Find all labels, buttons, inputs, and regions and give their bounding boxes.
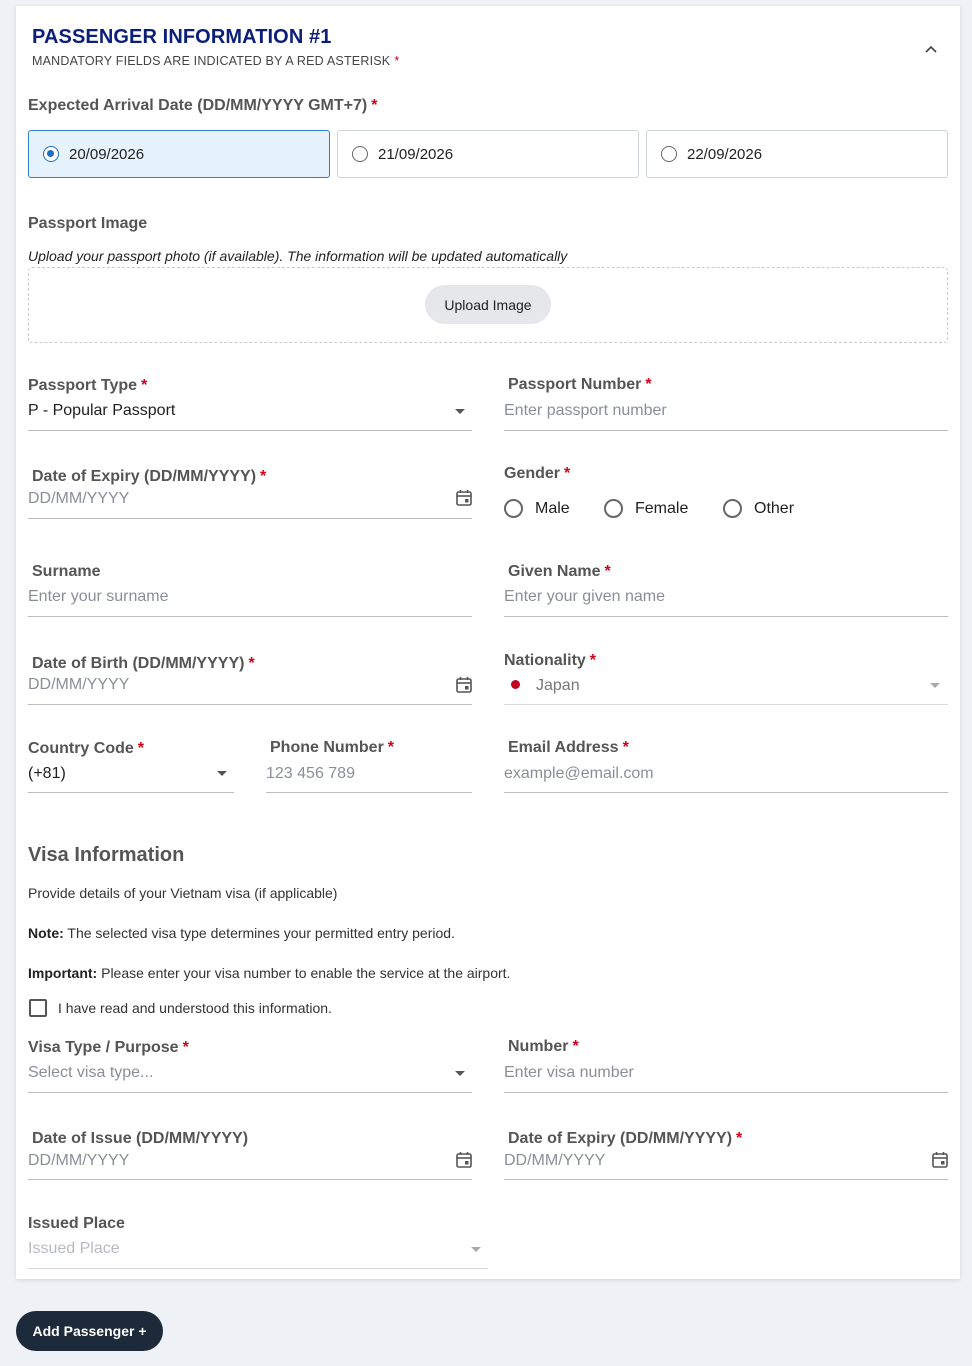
nationality-select[interactable]: Japan (536, 677, 580, 694)
upload-image-button[interactable]: Upload Image (425, 285, 551, 324)
given-name-input[interactable]: Enter your given name (504, 588, 665, 605)
passport-image-label: Passport Image (28, 215, 148, 232)
issued-place-label: Issued Place (28, 1215, 125, 1232)
caret-down-icon (455, 409, 465, 414)
add-passenger-button[interactable]: Add Passenger + (16, 1311, 163, 1351)
ack-checkbox[interactable] (29, 999, 47, 1017)
divider (504, 1179, 948, 1180)
divider (504, 616, 948, 617)
visa-important: Important: Please enter your visa number to enable the service at the airport. (28, 965, 511, 981)
passport-number-input[interactable]: Enter passport number (504, 402, 667, 419)
surname-input[interactable]: Enter your surname (28, 588, 169, 605)
divider (28, 1092, 472, 1093)
calendar-icon[interactable] (455, 489, 473, 507)
given-name-label: Given Name * (508, 563, 611, 580)
gender-option-male[interactable]: Male (504, 498, 604, 520)
divider (28, 1268, 488, 1269)
divider (28, 518, 472, 519)
divider (266, 792, 472, 793)
calendar-icon[interactable] (455, 1151, 473, 1169)
passport-type-label: Passport Type * (28, 377, 148, 394)
phone-input[interactable]: 123 456 789 (266, 765, 355, 782)
phone-label: Phone Number * (270, 739, 395, 756)
divider (28, 1179, 472, 1180)
email-label: Email Address * (508, 739, 629, 756)
arrival-option-3[interactable]: 22/09/2026 (646, 130, 948, 178)
divider (28, 704, 472, 705)
caret-down-icon (455, 1071, 465, 1076)
radio-icon (661, 146, 677, 162)
caret-down-icon (217, 771, 227, 776)
expiry-label: Date of Expiry (DD/MM/YYYY) * (32, 468, 267, 485)
visa-issue-label: Date of Issue (DD/MM/YYYY) (32, 1130, 249, 1147)
section-subtitle: MANDATORY FIELDS ARE INDICATED BY A RED ASTERISK * (32, 54, 400, 68)
divider (28, 430, 472, 431)
passport-image-hint: Upload your passport photo (if available). The information will be updated automatically (28, 248, 568, 264)
radio-icon (723, 499, 742, 518)
section-title: PASSENGER INFORMATION #1 (32, 26, 332, 48)
passenger-card (16, 6, 960, 1279)
divider (504, 1092, 948, 1093)
visa-type-label: Visa Type / Purpose * (28, 1039, 189, 1056)
gender-label: Gender * (504, 465, 571, 482)
gender-option-other[interactable]: Other (723, 498, 823, 520)
email-input[interactable]: example@email.com (504, 765, 654, 782)
arrival-option-1[interactable]: 20/09/2026 (28, 130, 330, 178)
caret-down-icon (930, 683, 940, 688)
radio-selected-icon (43, 146, 59, 162)
calendar-icon[interactable] (931, 1151, 949, 1169)
visa-expiry-label: Date of Expiry (DD/MM/YYYY) * (508, 1130, 743, 1147)
radio-icon (352, 146, 368, 162)
divider (28, 616, 472, 617)
dob-input[interactable]: DD/MM/YYYY (28, 676, 130, 693)
divider (28, 792, 234, 793)
divider (504, 430, 948, 431)
divider (504, 792, 948, 793)
radio-icon (504, 499, 523, 518)
surname-label: Surname (32, 563, 101, 580)
visa-heading: Visa Information (28, 844, 185, 866)
visa-description: Provide details of your Vietnam visa (if applicable) (28, 885, 338, 901)
country-code-label: Country Code * (28, 740, 145, 757)
visa-number-input[interactable]: Enter visa number (504, 1064, 634, 1081)
visa-type-select[interactable]: Select visa type... (28, 1064, 154, 1081)
arrival-option-2[interactable]: 21/09/2026 (337, 130, 639, 178)
visa-note: Note: The selected visa type determines your permitted entry period. (28, 925, 455, 941)
nationality-label: Nationality * (504, 652, 597, 669)
dob-label: Date of Birth (DD/MM/YYYY) * (32, 655, 255, 672)
expiry-input[interactable]: DD/MM/YYYY (28, 490, 130, 507)
arrival-date-label: Expected Arrival Date (DD/MM/YYYY GMT+7) * (28, 97, 378, 114)
visa-number-label: Number * (508, 1038, 579, 1055)
country-code-select[interactable]: (+81) (28, 765, 66, 782)
divider (504, 704, 948, 705)
caret-down-icon (471, 1247, 481, 1252)
visa-issue-input[interactable]: DD/MM/YYYY (28, 1152, 130, 1169)
calendar-icon[interactable] (455, 676, 473, 694)
chevron-up-icon[interactable] (924, 42, 938, 56)
radio-icon (604, 499, 623, 518)
gender-option-female[interactable]: Female (604, 498, 714, 520)
passport-type-select[interactable]: P - Popular Passport (28, 402, 176, 419)
visa-expiry-input[interactable]: DD/MM/YYYY (504, 1152, 606, 1169)
japan-flag-icon (511, 680, 520, 689)
passport-number-label: Passport Number * (508, 376, 652, 393)
issued-place-select[interactable]: Issued Place (28, 1240, 120, 1257)
ack-label: I have read and understood this information. (58, 1000, 332, 1016)
